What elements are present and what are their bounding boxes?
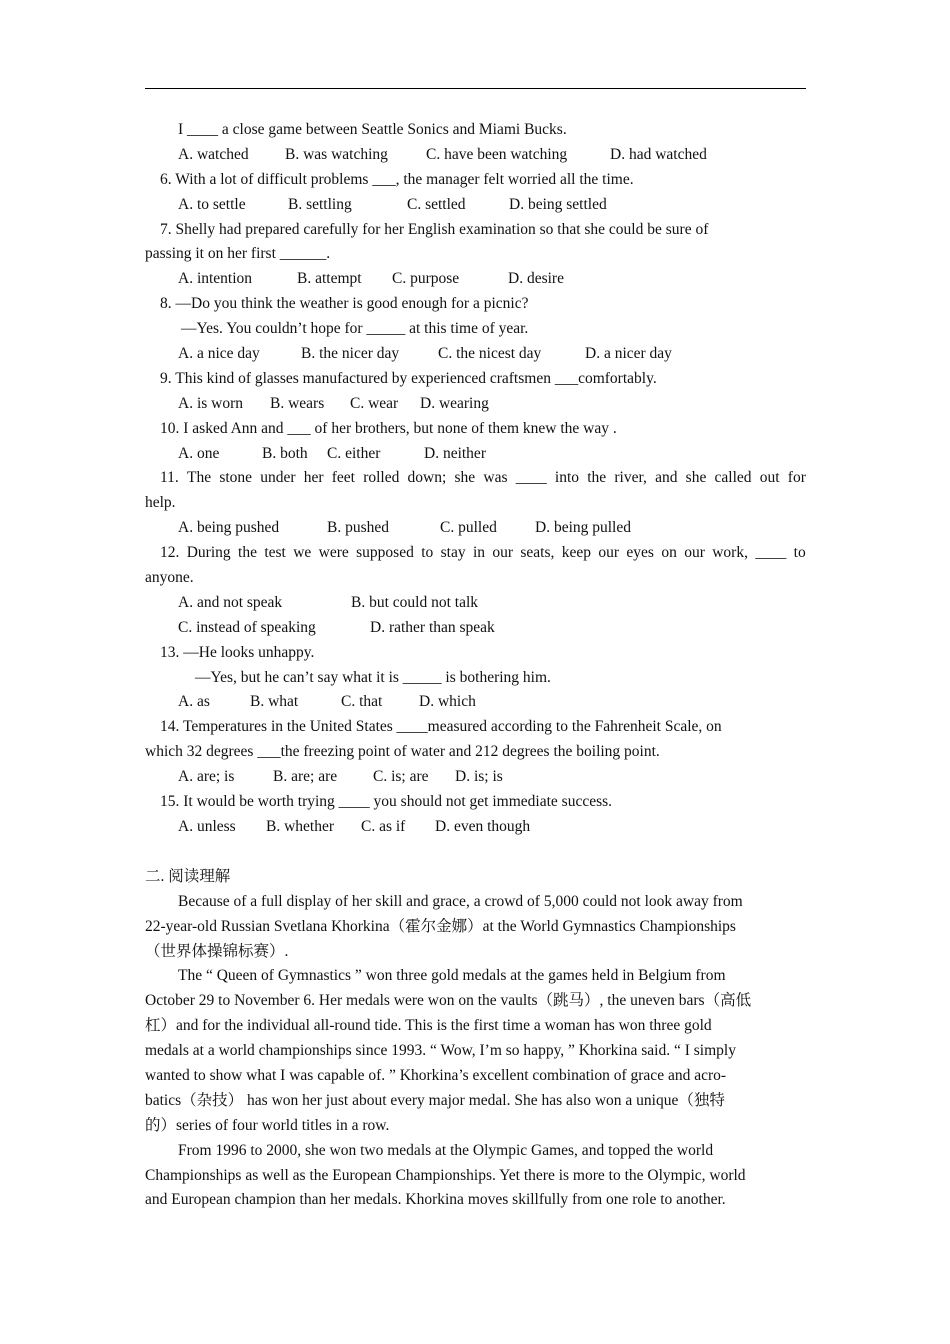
option: B. the nicer day	[301, 345, 400, 363]
word: into	[554, 469, 580, 487]
question-13-stem: 13. —He looks unhappy.	[160, 643, 315, 661]
option: C. that	[341, 693, 383, 711]
option: A. being pushed	[178, 519, 280, 537]
option: A. watched	[178, 145, 249, 163]
paragraph-3-line: and European champion than her medals. Khorkina moves skillfully from one role to another.	[145, 1191, 726, 1209]
option: C. either	[327, 444, 381, 462]
exam-content	[145, 118, 806, 1213]
question-12-stem-cont: anyone.	[145, 569, 194, 587]
paragraph-2-line: October 29 to November 6. Her medals were won on the vaults（跳马）, the uneven bars（高低	[145, 992, 752, 1010]
option: D. being pulled	[535, 519, 631, 537]
word: for	[787, 469, 806, 487]
word: our	[684, 544, 705, 562]
question-11-stem	[145, 466, 806, 491]
question-13-options	[145, 690, 806, 715]
word: out	[759, 469, 780, 487]
question-14-options	[145, 765, 806, 790]
option: D. even though	[435, 817, 531, 835]
option: C. wear	[350, 394, 399, 412]
option: D. neither	[424, 444, 486, 462]
paragraph-1-line: Because of a full display of her skill and grace, a crowd of 5,000 could not look away from	[178, 892, 743, 910]
paragraph-2-line: 的）series of four world titles in a row.	[145, 1116, 390, 1134]
question-13-reply: —Yes, but he can’t say what it is _____ is bothering him.	[195, 668, 551, 686]
paragraph-2-line: batics（杂技） has won her just about every major medal. She has also won a unique（独特	[145, 1091, 725, 1109]
word: 12.	[160, 544, 180, 562]
option: A. to settle	[178, 195, 246, 213]
question-9-stem: 9. This kind of glasses manufactured by experienced craftsmen ___comfortably.	[160, 369, 657, 387]
question-8-reply: —Yes. You couldn’t hope for _____ at this time of year.	[181, 320, 529, 338]
question-15-stem: 15. It would be worth trying ____ you should not get immediate success.	[160, 793, 613, 811]
question-6-stem: 6. With a lot of difficult problems ___, the manager felt worried all the time.	[160, 170, 634, 188]
question-5-options	[145, 143, 806, 168]
option: D. rather than speak	[370, 618, 495, 636]
word: work,	[712, 544, 748, 562]
word: ____	[515, 469, 547, 487]
option: A. is worn	[178, 394, 244, 412]
option: B. what	[250, 693, 299, 711]
question-6-options	[145, 193, 806, 218]
word: stone	[219, 469, 253, 487]
word: stay	[440, 544, 466, 562]
word: was	[483, 469, 508, 487]
option: C. is; are	[373, 768, 429, 786]
word: the	[587, 469, 607, 487]
word: down;	[407, 469, 447, 487]
word: on	[661, 544, 677, 562]
question-12-options-row2	[145, 616, 806, 641]
word: to	[421, 544, 434, 562]
word: During	[186, 544, 231, 562]
paragraph-1-line: （世界体操锦标赛）.	[145, 942, 289, 960]
word: the	[238, 544, 257, 562]
question-8-stem: 8. —Do you think the weather is good enough for a picnic?	[160, 295, 529, 313]
paragraph-2-line: The “ Queen of Gymnastics ” won three gold medals at the games held in Belgium from	[178, 967, 726, 985]
question-9-options	[145, 392, 806, 417]
question-10-stem: 10. I asked Ann and ___ of her brothers, but none of them knew the way .	[160, 419, 617, 437]
word: seats,	[520, 544, 555, 562]
option: D. desire	[508, 270, 564, 288]
word: supposed	[356, 544, 414, 562]
paragraph-1-line: 22-year-old Russian Svetlana Khorkina（霍尔金娜）at the World Gymnastics Championships	[145, 917, 736, 935]
word: we	[293, 544, 312, 562]
question-14-stem-cont: which 32 degrees ___the freezing point of water and 212 degrees the boiling point.	[145, 743, 660, 761]
option: B. pushed	[327, 519, 389, 537]
word: The	[187, 469, 212, 487]
word: under	[260, 469, 296, 487]
option: B. whether	[266, 817, 335, 835]
option: D. being settled	[509, 195, 607, 213]
word: 11.	[160, 469, 179, 487]
word: eyes	[626, 544, 654, 562]
option: C. settled	[407, 195, 466, 213]
word: were	[318, 544, 349, 562]
question-7-stem-cont: passing it on her first ______.	[145, 245, 331, 263]
option: A. intention	[178, 270, 253, 288]
word: ____	[755, 544, 787, 562]
option: A. and not speak	[178, 593, 283, 611]
question-10-options	[145, 442, 806, 467]
paragraph-3-line: Championships as well as the European Championships. Yet there is more to the Olympic, world	[145, 1166, 746, 1184]
paragraph-2-line: medals at a world championships since 1993. “ Wow, I’m so happy, ” Khorkina said. “ I simply	[145, 1042, 736, 1060]
option: A. are; is	[178, 768, 235, 786]
question-14-stem: 14. Temperatures in the United States ____measured according to the Fahrenheit Scale, on	[160, 718, 722, 736]
option: B. wears	[270, 394, 325, 412]
section-heading: 二. 阅读理解	[145, 867, 231, 885]
option: B. settling	[288, 195, 352, 213]
question-5-stem: I ____ a close game between Seattle Sonics and Miami Bucks.	[178, 121, 567, 138]
paragraph-3-line: From 1996 to 2000, she won two medals at the Olympic Games, and topped the world	[178, 1141, 714, 1159]
word: keep	[561, 544, 592, 562]
option: A. one	[178, 444, 220, 462]
option: A. unless	[178, 817, 236, 835]
option: C. pulled	[440, 519, 497, 537]
word: our	[598, 544, 620, 562]
word: her	[303, 469, 324, 487]
question-7-options	[145, 267, 806, 292]
section-gap	[145, 840, 806, 865]
option: B. are; are	[273, 768, 338, 786]
question-12-options-row1	[145, 591, 806, 616]
question-7-stem: 7. Shelly had prepared carefully for her English examination so that she could be sure of	[160, 220, 709, 238]
option: D. which	[419, 693, 476, 711]
question-15-options	[145, 815, 806, 840]
option: B. attempt	[297, 270, 362, 288]
word: she	[454, 469, 476, 487]
word: test	[264, 544, 286, 562]
option: B. both	[262, 444, 308, 462]
word: our	[492, 544, 514, 562]
option: C. purpose	[392, 270, 460, 288]
option: C. as if	[361, 817, 406, 835]
question-11-options	[145, 516, 806, 541]
word: rolled	[363, 469, 400, 487]
word: feet	[331, 469, 355, 487]
option: D. wearing	[420, 394, 489, 412]
option: B. but could not talk	[351, 593, 479, 611]
word: called	[714, 469, 752, 487]
option: A. as	[178, 693, 210, 711]
option: D. had watched	[610, 145, 707, 163]
option: A. a nice day	[178, 345, 260, 363]
option: C. the nicest day	[438, 345, 542, 363]
header-rule	[145, 88, 806, 89]
option: D. a nicer day	[585, 345, 672, 363]
question-11-stem-cont: help.	[145, 494, 176, 512]
option: D. is; is	[455, 768, 503, 786]
option: B. was watching	[285, 145, 388, 163]
word: to	[793, 544, 806, 562]
option: C. instead of speaking	[178, 618, 316, 636]
paragraph-2-line: wanted to show what I was capable of. ” Khorkina’s excellent combination of grace and acro-	[145, 1066, 727, 1084]
question-12-stem	[145, 541, 806, 566]
paragraph-2-line: 杠）and for the individual all-round tide. This is the first time a woman has won three gold	[145, 1017, 712, 1035]
option: C. have been watching	[426, 145, 568, 163]
word: she	[685, 469, 707, 487]
word: river,	[614, 469, 647, 487]
word: and	[655, 469, 678, 487]
question-8-options	[145, 342, 806, 367]
word: in	[472, 544, 485, 562]
